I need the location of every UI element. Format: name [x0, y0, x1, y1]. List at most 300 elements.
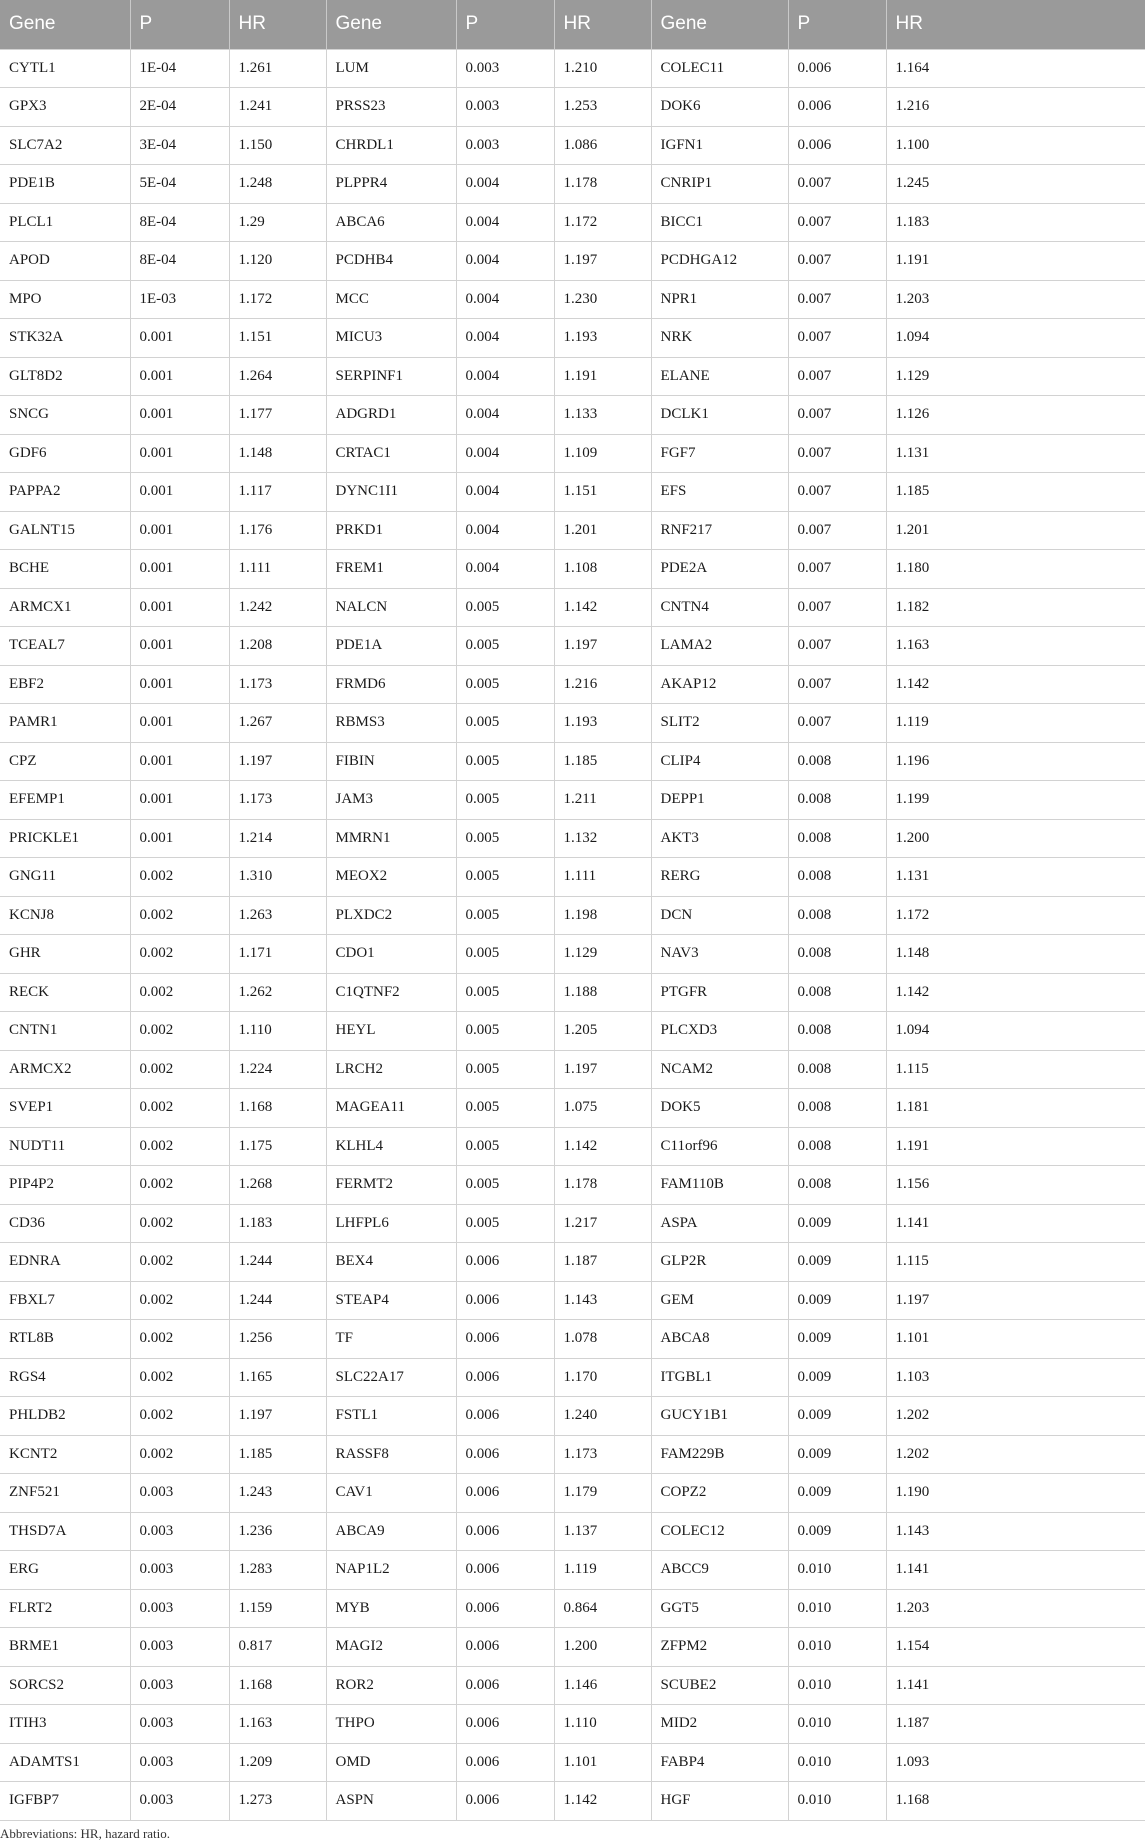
- table-row: [0, 242, 1145, 281]
- gene-cell: FAM110B: [651, 1166, 788, 1205]
- hazard-ratio-cell: 0.817: [229, 1628, 326, 1667]
- p-value-cell: 0.002: [130, 1127, 229, 1166]
- table-row: [0, 434, 1145, 473]
- p-value-cell: 0.002: [130, 1012, 229, 1051]
- gene-cell: CNTN1: [0, 1012, 130, 1051]
- hazard-ratio-cell: 1.197: [229, 742, 326, 781]
- gene-cell: PRKD1: [326, 511, 456, 550]
- table-row: [0, 858, 1145, 897]
- table-row: [0, 1474, 1145, 1513]
- gene-cell: RERG: [651, 858, 788, 897]
- hazard-ratio-cell: 1.178: [554, 1166, 651, 1205]
- gene-cell: CRTAC1: [326, 434, 456, 473]
- gene-cell: SORCS2: [0, 1666, 130, 1705]
- table-row: [0, 1281, 1145, 1320]
- p-value-cell: 3E-04: [130, 126, 229, 165]
- column-header-p: P: [130, 0, 229, 49]
- hazard-ratio-cell: 1.120: [229, 242, 326, 281]
- gene-cell: DEPP1: [651, 781, 788, 820]
- hazard-ratio-cell: 1.29: [229, 203, 326, 242]
- p-value-cell: 0.007: [788, 704, 886, 743]
- p-value-cell: 0.008: [788, 819, 886, 858]
- p-value-cell: 0.007: [788, 357, 886, 396]
- hazard-ratio-cell: 1.163: [229, 1705, 326, 1744]
- hazard-ratio-cell: 1.142: [554, 1782, 651, 1821]
- gene-cell: NALCN: [326, 588, 456, 627]
- gene-cell: NPR1: [651, 280, 788, 319]
- p-value-cell: 0.009: [788, 1243, 886, 1282]
- gene-cell: DOK5: [651, 1089, 788, 1128]
- gene-cell: PAPPA2: [0, 473, 130, 512]
- gene-cell: STEAP4: [326, 1281, 456, 1320]
- gene-cell: GPX3: [0, 88, 130, 127]
- gene-cell: PIP4P2: [0, 1166, 130, 1205]
- hazard-ratio-cell: 1.264: [229, 357, 326, 396]
- p-value-cell: 0.005: [456, 896, 554, 935]
- gene-cell: PLXDC2: [326, 896, 456, 935]
- p-value-cell: 0.003: [130, 1551, 229, 1590]
- p-value-cell: 0.007: [788, 319, 886, 358]
- p-value-cell: 0.004: [456, 165, 554, 204]
- gene-cell: ABCA6: [326, 203, 456, 242]
- hazard-ratio-cell: 1.142: [886, 973, 1145, 1012]
- hazard-ratio-cell: 1.156: [886, 1166, 1145, 1205]
- hazard-ratio-cell: 1.119: [554, 1551, 651, 1590]
- gene-cell: ADAMTS1: [0, 1743, 130, 1782]
- p-value-cell: 0.009: [788, 1435, 886, 1474]
- hazard-ratio-cell: 1.101: [886, 1320, 1145, 1359]
- hazard-ratio-cell: 1.172: [554, 203, 651, 242]
- p-value-cell: 0.008: [788, 1166, 886, 1205]
- gene-cell: RECK: [0, 973, 130, 1012]
- gene-cell: RBMS3: [326, 704, 456, 743]
- hazard-ratio-cell: 1.141: [886, 1204, 1145, 1243]
- gene-cell: MCC: [326, 280, 456, 319]
- hazard-ratio-cell: 1.185: [229, 1435, 326, 1474]
- hazard-ratio-cell: 1.103: [886, 1358, 1145, 1397]
- gene-cell: SNCG: [0, 396, 130, 435]
- gene-cell: C11orf96: [651, 1127, 788, 1166]
- hazard-ratio-cell: 1.197: [229, 1397, 326, 1436]
- hazard-ratio-cell: 1.202: [886, 1397, 1145, 1436]
- hazard-ratio-cell: 1.108: [554, 550, 651, 589]
- gene-cell: ZNF521: [0, 1474, 130, 1513]
- hazard-ratio-cell: 1.201: [886, 511, 1145, 550]
- hazard-ratio-cell: 1.211: [554, 781, 651, 820]
- p-value-cell: 0.003: [456, 126, 554, 165]
- hazard-ratio-cell: 1.196: [886, 742, 1145, 781]
- hazard-ratio-cell: 1.210: [554, 49, 651, 88]
- hazard-ratio-cell: 1.173: [554, 1435, 651, 1474]
- p-value-cell: 1E-04: [130, 49, 229, 88]
- table-row: [0, 896, 1145, 935]
- p-value-cell: 0.001: [130, 319, 229, 358]
- gene-cell: GEM: [651, 1281, 788, 1320]
- gene-cell: COLEC12: [651, 1512, 788, 1551]
- p-value-cell: 0.006: [456, 1666, 554, 1705]
- hazard-ratio-cell: 1.243: [229, 1474, 326, 1513]
- p-value-cell: 0.006: [456, 1397, 554, 1436]
- hazard-ratio-cell: 1.141: [886, 1666, 1145, 1705]
- hazard-ratio-cell: 1.187: [886, 1705, 1145, 1744]
- gene-cell: RASSF8: [326, 1435, 456, 1474]
- gene-cell: LHFPL6: [326, 1204, 456, 1243]
- hazard-ratio-cell: 1.202: [886, 1435, 1145, 1474]
- gene-cell: AKT3: [651, 819, 788, 858]
- p-value-cell: 0.005: [456, 1012, 554, 1051]
- hazard-ratio-cell: 1.119: [886, 704, 1145, 743]
- column-header-gene: Gene: [0, 0, 130, 49]
- column-header-hr: HR: [554, 0, 651, 49]
- p-value-cell: 0.005: [456, 1127, 554, 1166]
- gene-cell: RNF217: [651, 511, 788, 550]
- hazard-ratio-cell: 1.248: [229, 165, 326, 204]
- gene-cell: CNRIP1: [651, 165, 788, 204]
- gene-cell: IGFBP7: [0, 1782, 130, 1821]
- gene-cell: GGT5: [651, 1589, 788, 1628]
- hazard-ratio-cell: 1.236: [229, 1512, 326, 1551]
- hazard-ratio-cell: 1.193: [554, 319, 651, 358]
- p-value-cell: 0.003: [130, 1512, 229, 1551]
- p-value-cell: 0.001: [130, 473, 229, 512]
- p-value-cell: 0.001: [130, 781, 229, 820]
- hazard-ratio-cell: 1.197: [886, 1281, 1145, 1320]
- hazard-ratio-cell: 1.263: [229, 896, 326, 935]
- gene-cell: SLC22A17: [326, 1358, 456, 1397]
- gene-cell: PRSS23: [326, 88, 456, 127]
- gene-cell: SLC7A2: [0, 126, 130, 165]
- gene-cell: FIBIN: [326, 742, 456, 781]
- table-row: [0, 819, 1145, 858]
- table-row: [0, 1012, 1145, 1051]
- gene-cell: MAGI2: [326, 1628, 456, 1667]
- gene-cell: MPO: [0, 280, 130, 319]
- hazard-ratio-cell: 1.117: [229, 473, 326, 512]
- p-value-cell: 0.010: [788, 1705, 886, 1744]
- gene-cell: BRME1: [0, 1628, 130, 1667]
- p-value-cell: 0.006: [456, 1474, 554, 1513]
- gene-cell: ABCC9: [651, 1551, 788, 1590]
- p-value-cell: 0.005: [456, 819, 554, 858]
- hazard-ratio-cell: 1.191: [554, 357, 651, 396]
- gene-cell: LAMA2: [651, 627, 788, 666]
- p-value-cell: 0.009: [788, 1320, 886, 1359]
- p-value-cell: 0.006: [456, 1705, 554, 1744]
- p-value-cell: 0.003: [130, 1628, 229, 1667]
- gene-cell: PDE1A: [326, 627, 456, 666]
- p-value-cell: 0.007: [788, 434, 886, 473]
- hazard-ratio-cell: 1.093: [886, 1743, 1145, 1782]
- hazard-ratio-cell: 1.217: [554, 1204, 651, 1243]
- gene-cell: GLT8D2: [0, 357, 130, 396]
- hazard-ratio-cell: 1.177: [229, 396, 326, 435]
- hazard-ratio-cell: 1.178: [554, 165, 651, 204]
- gene-cell: DYNC1I1: [326, 473, 456, 512]
- p-value-cell: 0.002: [130, 1243, 229, 1282]
- table-row: [0, 203, 1145, 242]
- p-value-cell: 8E-04: [130, 203, 229, 242]
- gene-cell: EDNRA: [0, 1243, 130, 1282]
- hazard-ratio-cell: 1.078: [554, 1320, 651, 1359]
- gene-cell: FABP4: [651, 1743, 788, 1782]
- p-value-cell: 0.005: [456, 1089, 554, 1128]
- p-value-cell: 0.001: [130, 396, 229, 435]
- gene-cell: ASPA: [651, 1204, 788, 1243]
- p-value-cell: 0.009: [788, 1358, 886, 1397]
- gene-cell: GUCY1B1: [651, 1397, 788, 1436]
- p-value-cell: 0.002: [130, 1166, 229, 1205]
- hazard-ratio-cell: 1.143: [554, 1281, 651, 1320]
- p-value-cell: 0.007: [788, 203, 886, 242]
- hazard-ratio-cell: 1.141: [886, 1551, 1145, 1590]
- hazard-ratio-cell: 1.216: [554, 665, 651, 704]
- table-row: [0, 511, 1145, 550]
- gene-cell: ELANE: [651, 357, 788, 396]
- hazard-ratio-cell: 1.150: [229, 126, 326, 165]
- p-value-cell: 0.002: [130, 935, 229, 974]
- p-value-cell: 0.010: [788, 1782, 886, 1821]
- hazard-ratio-cell: 1.205: [554, 1012, 651, 1051]
- p-value-cell: 0.008: [788, 1089, 886, 1128]
- p-value-cell: 0.007: [788, 165, 886, 204]
- p-value-cell: 0.005: [456, 1166, 554, 1205]
- gene-cell: MAGEA11: [326, 1089, 456, 1128]
- hazard-ratio-cell: 1.183: [886, 203, 1145, 242]
- gene-cell: CDO1: [326, 935, 456, 974]
- gene-cell: CYTL1: [0, 49, 130, 88]
- gene-cell: DCN: [651, 896, 788, 935]
- gene-cell: GNG11: [0, 858, 130, 897]
- p-value-cell: 0.006: [788, 126, 886, 165]
- p-value-cell: 0.003: [130, 1589, 229, 1628]
- p-value-cell: 0.006: [456, 1512, 554, 1551]
- hazard-ratio-cell: 1.143: [886, 1512, 1145, 1551]
- table-row: [0, 1050, 1145, 1089]
- column-header-p: P: [788, 0, 886, 49]
- column-header-hr: HR: [229, 0, 326, 49]
- hazard-ratio-cell: 1.129: [886, 357, 1145, 396]
- table-row: [0, 1666, 1145, 1705]
- hazard-ratio-cell: 1.172: [229, 280, 326, 319]
- p-value-cell: 0.006: [456, 1281, 554, 1320]
- gene-cell: CPZ: [0, 742, 130, 781]
- hazard-ratio-cell: 1.199: [886, 781, 1145, 820]
- p-value-cell: 0.007: [788, 665, 886, 704]
- header-row: [0, 0, 1145, 49]
- p-value-cell: 0.008: [788, 896, 886, 935]
- gene-cell: FAM229B: [651, 1435, 788, 1474]
- gene-cell: CLIP4: [651, 742, 788, 781]
- hazard-ratio-cell: 1.203: [886, 280, 1145, 319]
- table-row: [0, 1243, 1145, 1282]
- gene-cell: ZFPM2: [651, 1628, 788, 1667]
- p-value-cell: 0.005: [456, 588, 554, 627]
- p-value-cell: 0.010: [788, 1743, 886, 1782]
- gene-cell: FSTL1: [326, 1397, 456, 1436]
- table-row: [0, 1358, 1145, 1397]
- gene-cell: ABCA9: [326, 1512, 456, 1551]
- table-row: [0, 1435, 1145, 1474]
- hazard-ratio-cell: 1.216: [886, 88, 1145, 127]
- table-row: [0, 357, 1145, 396]
- p-value-cell: 0.004: [456, 396, 554, 435]
- hazard-ratio-cell: 1.244: [229, 1281, 326, 1320]
- gene-cell: CHRDL1: [326, 126, 456, 165]
- p-value-cell: 0.004: [456, 434, 554, 473]
- gene-cell: ARMCX2: [0, 1050, 130, 1089]
- hazard-ratio-cell: 1.142: [554, 1127, 651, 1166]
- table-row: [0, 1512, 1145, 1551]
- gene-cell: SVEP1: [0, 1089, 130, 1128]
- p-value-cell: 0.004: [456, 550, 554, 589]
- hazard-ratio-cell: 1.180: [886, 550, 1145, 589]
- gene-cell: ITGBL1: [651, 1358, 788, 1397]
- p-value-cell: 8E-04: [130, 242, 229, 281]
- hazard-ratio-cell: 1.267: [229, 704, 326, 743]
- p-value-cell: 0.008: [788, 1012, 886, 1051]
- gene-cell: DCLK1: [651, 396, 788, 435]
- gene-cell: ROR2: [326, 1666, 456, 1705]
- table-row: [0, 473, 1145, 512]
- p-value-cell: 0.002: [130, 1281, 229, 1320]
- gene-cell: FGF7: [651, 434, 788, 473]
- hazard-ratio-cell: 1.115: [886, 1050, 1145, 1089]
- hazard-ratio-cell: 1.191: [886, 242, 1145, 281]
- p-value-cell: 0.008: [788, 1127, 886, 1166]
- gene-cell: HEYL: [326, 1012, 456, 1051]
- gene-cell: ADGRD1: [326, 396, 456, 435]
- gene-cell: DOK6: [651, 88, 788, 127]
- column-header-gene: Gene: [651, 0, 788, 49]
- gene-cell: TCEAL7: [0, 627, 130, 666]
- hazard-ratio-cell: 1.198: [554, 896, 651, 935]
- hazard-ratio-cell: 1.142: [554, 588, 651, 627]
- gene-cell: PLPPR4: [326, 165, 456, 204]
- hazard-ratio-cell: 1.173: [229, 781, 326, 820]
- p-value-cell: 0.003: [130, 1743, 229, 1782]
- p-value-cell: 0.004: [456, 319, 554, 358]
- p-value-cell: 0.006: [456, 1628, 554, 1667]
- p-value-cell: 0.001: [130, 588, 229, 627]
- p-value-cell: 5E-04: [130, 165, 229, 204]
- gene-cell: ASPN: [326, 1782, 456, 1821]
- gene-cell: PRICKLE1: [0, 819, 130, 858]
- p-value-cell: 0.001: [130, 511, 229, 550]
- p-value-cell: 0.007: [788, 396, 886, 435]
- gene-cell: NUDT11: [0, 1127, 130, 1166]
- hazard-ratio-cell: 1.190: [886, 1474, 1145, 1513]
- column-header-p: P: [456, 0, 554, 49]
- p-value-cell: 0.009: [788, 1397, 886, 1436]
- table-row: [0, 1089, 1145, 1128]
- p-value-cell: 0.003: [130, 1474, 229, 1513]
- gene-cell: THPO: [326, 1705, 456, 1744]
- gene-cell: COLEC11: [651, 49, 788, 88]
- table-row: [0, 665, 1145, 704]
- p-value-cell: 0.005: [456, 1050, 554, 1089]
- hazard-ratio-cell: 1.193: [554, 704, 651, 743]
- hazard-ratio-cell: 1.209: [229, 1743, 326, 1782]
- gene-cell: LUM: [326, 49, 456, 88]
- p-value-cell: 0.002: [130, 1089, 229, 1128]
- gene-cell: GALNT15: [0, 511, 130, 550]
- gene-cell: BCHE: [0, 550, 130, 589]
- gene-cell: PAMR1: [0, 704, 130, 743]
- p-value-cell: 0.002: [130, 1204, 229, 1243]
- p-value-cell: 0.002: [130, 1320, 229, 1359]
- p-value-cell: 0.001: [130, 704, 229, 743]
- p-value-cell: 0.007: [788, 280, 886, 319]
- gene-cell: SCUBE2: [651, 1666, 788, 1705]
- p-value-cell: 0.006: [456, 1551, 554, 1590]
- gene-cell: EFEMP1: [0, 781, 130, 820]
- p-value-cell: 0.004: [456, 511, 554, 550]
- p-value-cell: 0.005: [456, 973, 554, 1012]
- hazard-ratio-cell: 0.864: [554, 1589, 651, 1628]
- hazard-ratio-cell: 1.151: [554, 473, 651, 512]
- p-value-cell: 0.005: [456, 627, 554, 666]
- hazard-ratio-cell: 1.094: [886, 1012, 1145, 1051]
- hazard-ratio-cell: 1.168: [886, 1782, 1145, 1821]
- gene-cell: CD36: [0, 1204, 130, 1243]
- p-value-cell: 0.006: [788, 88, 886, 127]
- hazard-ratio-cell: 1.137: [554, 1512, 651, 1551]
- table-body: [0, 49, 1145, 1820]
- hazard-ratio-cell: 1.131: [886, 434, 1145, 473]
- hazard-ratio-cell: 1.148: [229, 434, 326, 473]
- table-row: [0, 88, 1145, 127]
- hazard-ratio-cell: 1.172: [886, 896, 1145, 935]
- hazard-ratio-cell: 1.129: [554, 935, 651, 974]
- p-value-cell: 0.001: [130, 434, 229, 473]
- gene-cell: AKAP12: [651, 665, 788, 704]
- gene-cell: CNTN4: [651, 588, 788, 627]
- gene-cell: SLIT2: [651, 704, 788, 743]
- gene-cell: NAV3: [651, 935, 788, 974]
- hazard-ratio-cell: 1.146: [554, 1666, 651, 1705]
- hazard-ratio-cell: 1.203: [886, 1589, 1145, 1628]
- hazard-ratio-cell: 1.109: [554, 434, 651, 473]
- table-row: [0, 935, 1145, 974]
- gene-cell: FRMD6: [326, 665, 456, 704]
- hazard-ratio-cell: 1.182: [886, 588, 1145, 627]
- hazard-ratio-cell: 1.110: [554, 1705, 651, 1744]
- p-value-cell: 0.010: [788, 1589, 886, 1628]
- hazard-ratio-cell: 1.168: [229, 1666, 326, 1705]
- gene-cell: FLRT2: [0, 1589, 130, 1628]
- p-value-cell: 0.007: [788, 550, 886, 589]
- table-row: [0, 280, 1145, 319]
- gene-cell: LRCH2: [326, 1050, 456, 1089]
- gene-cell: PLCL1: [0, 203, 130, 242]
- hazard-ratio-cell: 1.111: [229, 550, 326, 589]
- hazard-ratio-cell: 1.245: [886, 165, 1145, 204]
- gene-cell: EBF2: [0, 665, 130, 704]
- p-value-cell: 0.010: [788, 1666, 886, 1705]
- p-value-cell: 0.008: [788, 858, 886, 897]
- table-row: [0, 126, 1145, 165]
- table-row: [0, 319, 1145, 358]
- p-value-cell: 0.003: [456, 88, 554, 127]
- p-value-cell: 0.001: [130, 742, 229, 781]
- gene-cell: FREM1: [326, 550, 456, 589]
- hazard-ratio-cell: 1.181: [886, 1089, 1145, 1128]
- gene-cell: IGFN1: [651, 126, 788, 165]
- p-value-cell: 0.006: [456, 1320, 554, 1359]
- gene-cell: PCDHGA12: [651, 242, 788, 281]
- hazard-ratio-cell: 1.256: [229, 1320, 326, 1359]
- hazard-ratio-cell: 1.148: [886, 935, 1145, 974]
